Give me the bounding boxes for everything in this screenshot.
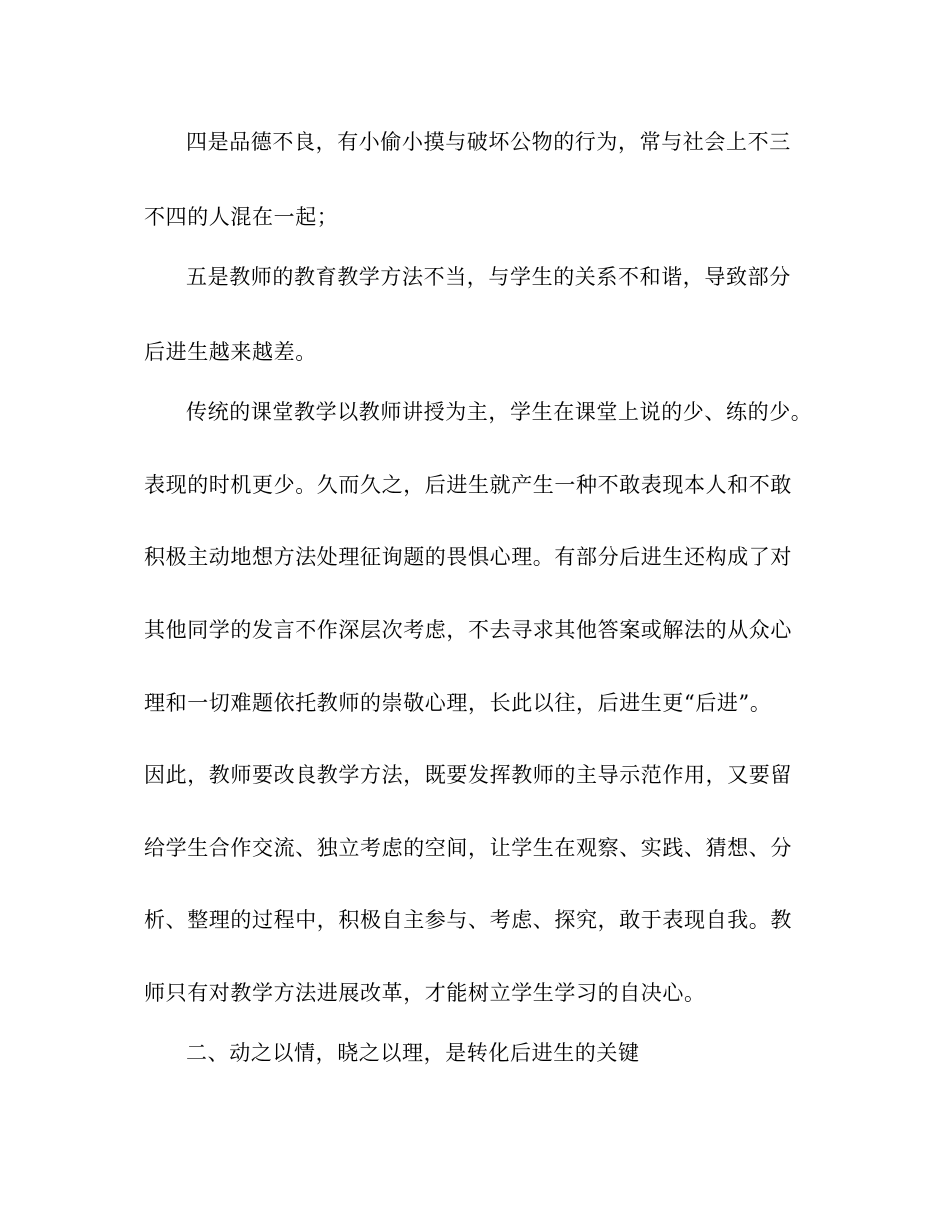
paragraph-line: 积极主动地想方法处理征询题的畏惧心理。有部分后进生还构成了对 — [144, 545, 792, 569]
paragraph-line: 因此，教师要改良教学方法，既要发挥教师的主导示范作用，又要留 — [144, 763, 792, 787]
paragraph-line: 传统的课堂教学以教师讲授为主，学生在课堂上说的少、练的少。 — [186, 400, 813, 424]
paragraph-line: 给学生合作交流、独立考虑的空间，让学生在观察、实践、猜想、分 — [144, 836, 792, 860]
paragraph-line: 析、整理的过程中，积极自主参与、考虑、探究，敢于表现自我。教 — [144, 908, 792, 932]
paragraph-line: 师只有对教学方法进展改革，才能树立学生学习的自决心。 — [144, 981, 706, 1005]
paragraph-line: 后进生越来越差。 — [144, 340, 317, 364]
paragraph-line: 不四的人混在一起； — [144, 205, 339, 229]
paragraph-line: 五是教师的教育教学方法不当，与学生的关系不和谐，导致部分 — [186, 265, 791, 289]
section-heading: 二、动之以情，晓之以理，是转化后进生的关键 — [186, 1041, 640, 1065]
paragraph-line: 表现的时机更少。久而久之，后进生就产生一种不敢表现本人和不敢 — [144, 473, 792, 497]
paragraph-line: 四是品德不良，有小偷小摸与破坏公物的行为，常与社会上不三 — [186, 130, 791, 154]
paragraph-line: 其他同学的发言不作深层次考虑，不去寻求其他答案或解法的从众心 — [144, 618, 792, 642]
paragraph-line: 理和一切难题依托教师的崇敬心理，长此以往，后进生更“后进”。 — [144, 691, 772, 715]
